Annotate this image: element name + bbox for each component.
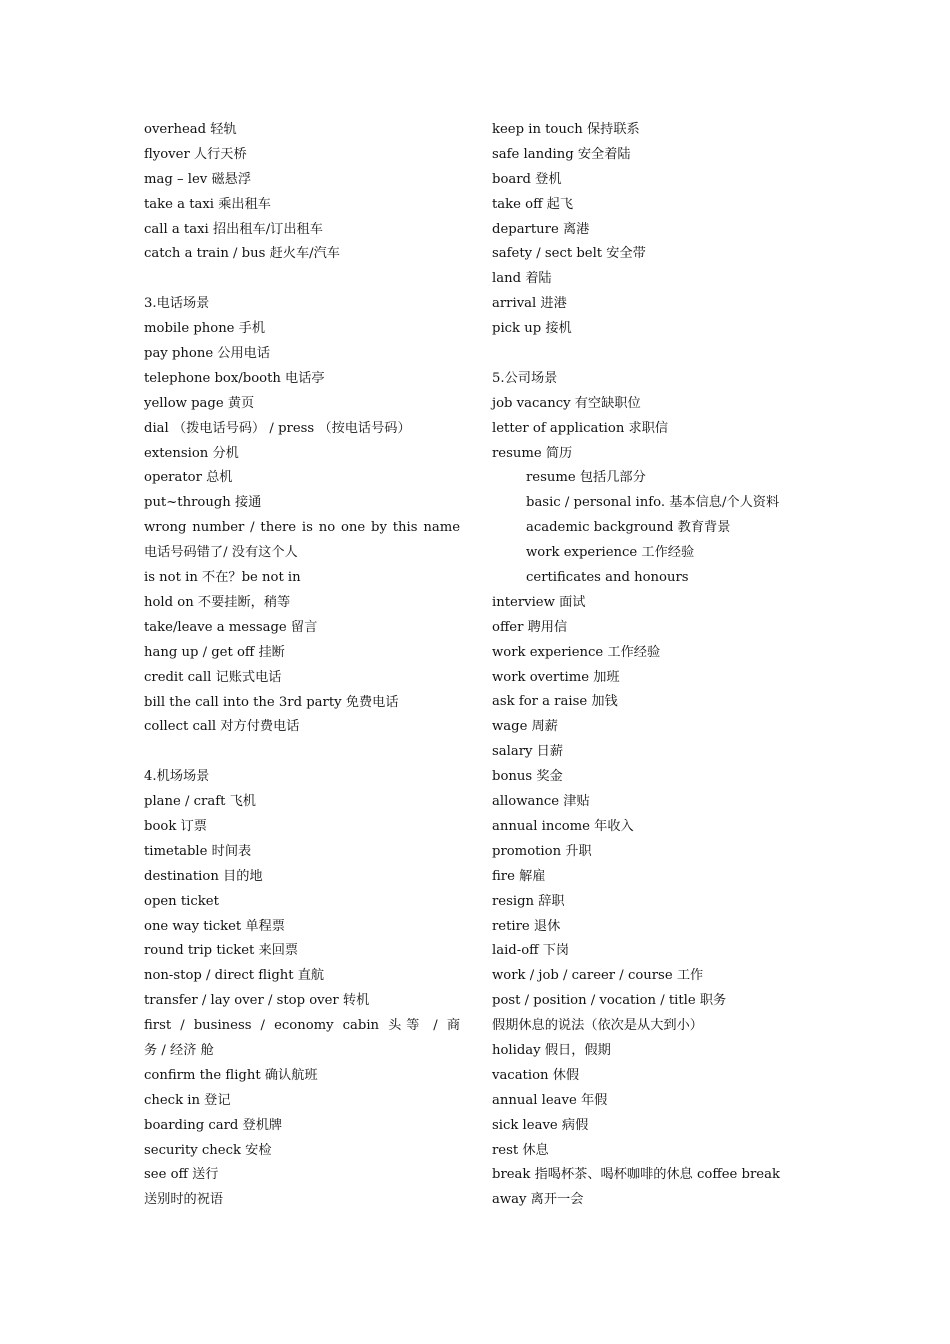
vocab-line: ask for a raise 加钱 — [492, 694, 618, 710]
vocab-line: pick up 接机 — [492, 321, 572, 337]
vocab-line: letter of application 求职信 — [492, 420, 669, 436]
vocab-line: take/leave a message 留言 — [144, 619, 318, 635]
vocab-line: break 指喝杯茶、喝杯咖啡的休息 coffee break — [492, 1167, 780, 1183]
vocab-line: extension 分机 — [144, 445, 239, 461]
vocab-line: annual leave 年假 — [492, 1092, 608, 1108]
vocab-line: first / business / economy cabin 头等 / 商 — [144, 1018, 460, 1034]
vocab-line: certificates and honours — [526, 570, 689, 586]
vocab-line: mobile phone 手机 — [144, 321, 266, 337]
vocab-line: collect call 对方付费电话 — [144, 719, 300, 735]
vocab-line: resume 简历 — [492, 445, 573, 461]
vocab-line: one way ticket 单程票 — [144, 918, 285, 934]
vocab-line: 假期休息的说法（依次是从大到小） — [492, 1018, 703, 1034]
vocab-line: 电话号码错了/ 没有这个人 — [144, 545, 298, 561]
vocab-line: wrong number / there is no one by this name — [144, 520, 460, 536]
vocab-line: 务 / 经济 舱 — [144, 1042, 214, 1058]
vocab-line: open ticket — [144, 893, 219, 909]
vocab-line: bonus 奖金 — [492, 769, 563, 785]
vocab-line: book 订票 — [144, 818, 207, 834]
vocab-line: resume 包括几部分 — [526, 470, 646, 486]
vocab-line: academic background 教育背景 — [526, 520, 731, 536]
vocab-line: security check 安检 — [144, 1142, 272, 1158]
vocab-line: away 离开一会 — [492, 1192, 584, 1208]
vocab-line: put~through 接通 — [144, 495, 262, 511]
vocab-line: yellow page 黄页 — [144, 395, 255, 411]
vocab-line: resign 辞职 — [492, 893, 565, 909]
vocab-line: take a taxi 乘出租车 — [144, 196, 271, 212]
vocab-line: hang up / get off 挂断 — [144, 644, 285, 660]
vocab-line: overhead 轻轨 — [144, 122, 237, 137]
vocab-line: credit call 记账式电话 — [144, 669, 282, 685]
vocab-line: take off 起飞 — [492, 196, 574, 212]
vocab-line: annual income 年收入 — [492, 818, 634, 834]
vocab-line: safe landing 安全着陆 — [492, 146, 631, 162]
vocab-line: safety / sect belt 安全带 — [492, 246, 646, 262]
vocab-line: see off 送行 — [144, 1167, 219, 1183]
vocab-line: job vacancy 有空缺职位 — [492, 395, 641, 411]
vocab-line: work overtime 加班 — [492, 669, 620, 685]
vocab-line: work / job / career / course 工作 — [492, 968, 704, 984]
vocab-line: basic / personal info. 基本信息/个人资料 — [526, 495, 780, 511]
vocab-line: check in 登记 — [144, 1092, 231, 1108]
vocab-line: arrival 进港 — [492, 296, 567, 312]
vocab-line: rest 休息 — [492, 1142, 549, 1158]
vocab-line: confirm the flight 确认航班 — [144, 1067, 318, 1083]
right-column — [492, 118, 812, 1213]
blank-line — [144, 267, 460, 292]
vocab-line: 3.电话场景 — [144, 296, 210, 312]
vocab-line: vacation 休假 — [492, 1067, 580, 1083]
vocab-line: salary 日薪 — [492, 744, 564, 760]
vocab-line: 5.公司场景 — [492, 370, 558, 386]
vocab-line: operator 总机 — [144, 470, 233, 486]
blank-line — [144, 740, 460, 765]
vocab-line: dial （拨电话号码） / press （按电话号码） — [144, 420, 411, 436]
vocab-line: flyover 人行天桥 — [144, 146, 247, 162]
vocab-line: land 着陆 — [492, 271, 552, 287]
vocab-line: offer 聘用信 — [492, 619, 568, 635]
vocab-line: fire 解雇 — [492, 868, 546, 884]
vocab-line: boarding card 登机牌 — [144, 1117, 283, 1133]
vocab-line: departure 离港 — [492, 221, 590, 237]
vocab-line: pay phone 公用电话 — [144, 346, 271, 362]
vocab-line: retire 退休 — [492, 918, 561, 934]
vocab-line: promotion 升职 — [492, 843, 592, 859]
vocab-line: wage 周薪 — [492, 719, 558, 735]
vocab-line: keep in touch 保持联系 — [492, 122, 640, 137]
vocab-line: laid-off 下岗 — [492, 943, 570, 959]
vocab-line: work experience 工作经验 — [526, 545, 695, 561]
vocab-line: telephone box/booth 电话亭 — [144, 370, 325, 386]
vocab-line: timetable 时间表 — [144, 843, 252, 859]
vocab-line: sick leave 病假 — [492, 1117, 589, 1133]
vocab-line: 4.机场场景 — [144, 769, 210, 785]
vocab-line: transfer / lay over / stop over 转机 — [144, 993, 370, 1009]
vocab-line: destination 目的地 — [144, 868, 263, 884]
vocab-line: is not in 不在？be not in — [144, 570, 301, 586]
vocab-line: plane / craft 飞机 — [144, 794, 256, 810]
blank-line — [492, 342, 812, 367]
vocab-line: work experience 工作经验 — [492, 644, 661, 660]
vocab-line: non-stop / direct flight 直航 — [144, 968, 325, 984]
vocab-line: holiday 假日，假期 — [492, 1042, 611, 1058]
vocab-line: post / position / vocation / title 职务 — [492, 993, 727, 1009]
vocab-line: bill the call into the 3rd party 免费电话 — [144, 694, 399, 710]
vocab-line: hold on 不要挂断，稍等 — [144, 594, 291, 610]
vocab-line: allowance 津贴 — [492, 794, 590, 810]
vocab-line: round trip ticket 来回票 — [144, 943, 299, 959]
vocab-line: call a taxi 招出租车/订出租车 — [144, 221, 323, 237]
vocab-line: 送别时的祝语 — [144, 1192, 224, 1208]
vocab-line: mag – lev 磁悬浮 — [144, 171, 252, 187]
vocab-line: catch a train / bus 赶火车/汽车 — [144, 246, 340, 262]
vocab-line: interview 面试 — [492, 594, 586, 610]
vocab-line: board 登机 — [492, 171, 562, 187]
left-column — [144, 118, 460, 1213]
